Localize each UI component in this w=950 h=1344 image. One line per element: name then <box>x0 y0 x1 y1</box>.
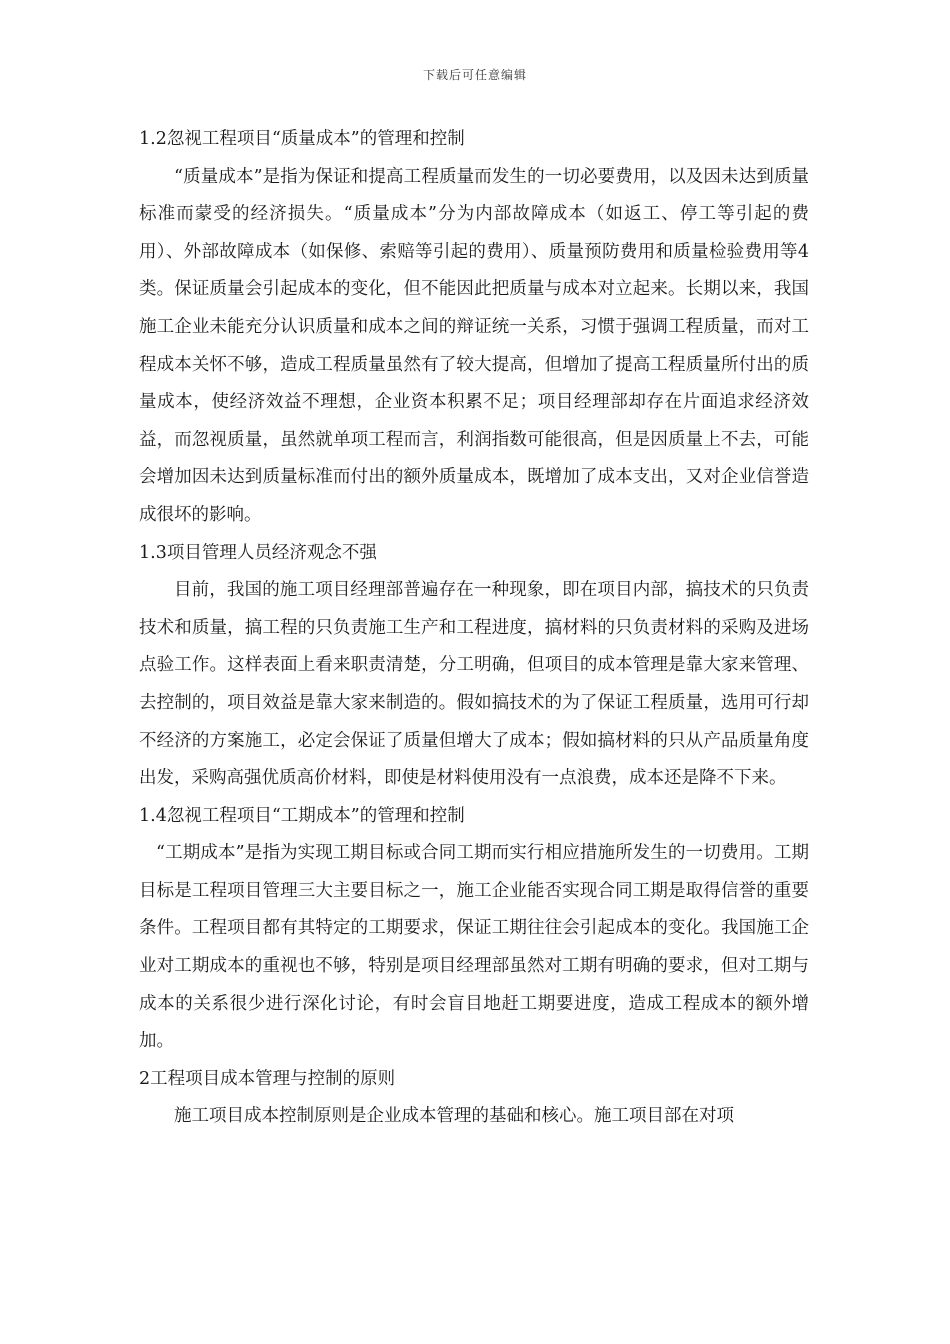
section-heading-2: 2工程项目成本管理与控制的原则 <box>139 1068 396 1089</box>
section-paragraph-1-4: “工期成本”是指为实现工期目标或合同工期而实行相应措施所发生的一切费用。工期目标是工程项目管理三大主要目标之一，施工企业能否实现合同工期是取得信誉的重要条件。工程项目都有其特定的工期要求，保证工期往往会引起成本的变化。我国施工企业对工期成本的重视也不够，特别是项目经理部虽然对工期有明确的要求，但对工期与成本的关系很少进行深化讨论，有时会盲目地赶工期要进度，造成工程成本的额外增加。 <box>139 843 809 1052</box>
page-header: 下载后可任意编辑 <box>422 68 527 82</box>
document-body <box>139 121 809 1136</box>
section-heading-1-4: 1.4忽视工程项目“工期成本”的管理和控制 <box>139 805 465 826</box>
section-paragraph-2: 施工项目成本控制原则是企业成本管理的基础和核心。施工项目部在对项 <box>174 1106 734 1127</box>
section-paragraph-1-3: 目前，我国的施工项目经理部普遍存在一种现象，即在项目内部，搞技术的只负责技术和质量，搞工程的只负责施工生产和工程进度，搞材料的只负责材料的采购及进场点验工作。这样表面上看来职责清楚，分工明确，但项目的成本管理是靠大家来管理、去控制的，项目效益是靠大家来制造的。假如搞技术的为了保证工程质量，选用可行却不经济的方案施工，必定会保证了质量但增大了成本；假如搞材料的只从产品质量角度出发，采购高强优质高价材料，即使是材料使用没有一点浪费，成本还是降不下来。 <box>139 580 809 789</box>
section-paragraph-1-2: “质量成本”是指为保证和提高工程质量而发生的一切必要费用，以及因未达到质量标准而蒙受的经济损失。“质量成本”分为内部故障成本（如返工、停工等引起的费用）、外部故障成本（如保修、索赔等引起的费用）、质量预防费用和质量检验费用等4类。保证质量会引起成本的变化，但不能因此把质量与成本对立起来。长期以来，我国施工企业未能充分认识质量和成本之间的辩证统一关系，习惯于强调工程质量，而对工程成本关怀不够，造成工程质量虽然有了较大提高，但增加了提高工程质量所付出的质量成本，使经济效益不理想，企业资本积累不足；项目经理部却存在片面追求经济效益，而忽视质量，虽然就单项工程而言，利润指数可能很高，但是因质量上不去，可能会增加因未达到质量标准而付出的额外质量成本，既增加了成本支出，又对企业信誉造成很坏的影响。 <box>139 166 809 525</box>
section-heading-1-2: 1.2忽视工程项目“质量成本”的管理和控制 <box>139 129 465 149</box>
section-heading-1-3: 1.3项目管理人员经济观念不强 <box>139 542 377 563</box>
